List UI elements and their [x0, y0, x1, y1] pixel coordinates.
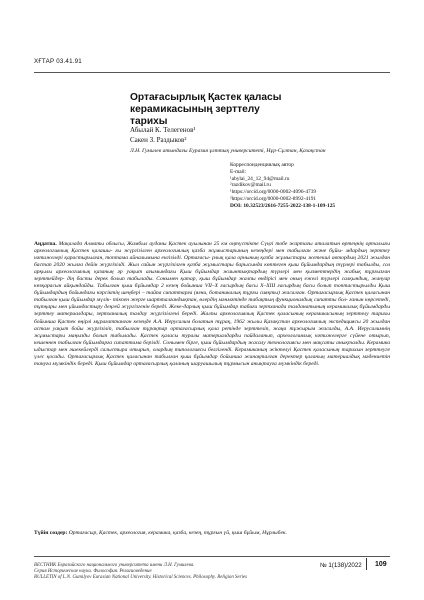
abstract-line: ғанын көрсетеді, тұтқары мен ұйымдастыру деңгей жүргізгенін береді.: [34, 297, 390, 311]
keywords: [34, 530, 390, 537]
abstract-line: зерттеу материалдары, зертханалық талдау жүргізілгені береді. Жалпы археологиялық: [34, 311, 257, 318]
abstract-line: кешеннен табылған бұйымдарға сипаттама берілді. Сонымен бірге, қыш бұйымдардың: [34, 339, 248, 346]
top-divider: [34, 72, 390, 73]
title-line: тарихы: [130, 116, 168, 127]
orcid-link[interactable]: ²https://orcid.org/0000-0002-8992-4191: [230, 195, 317, 202]
abstract-line: бұйымдардың түрлері табылды, сол арқылы археологиялық қазаның әр уақыт ағымындағы: [34, 262, 391, 276]
abstract-line: Мақалада Алматы облысы, Жамбыл ауданы Қастек ауылынан 25 км: [58, 241, 230, 247]
footer-line: ВЕСТНИК Евразийского национального университета имени Л.Н. Гумилева.: [34, 563, 195, 568]
keywords-label: Түйін сөздер:: [34, 530, 69, 536]
page-number: 109: [375, 561, 387, 568]
abstract-line: оның ежелі түрлері салқындық, жануар көзқарасын айқындайды. Табылған қыш бұйымдар: [34, 276, 390, 290]
author-name: Абылай К. Телегенов¹: [130, 126, 196, 134]
orcid-link[interactable]: ¹https://orcid.org/0000-0002-4096-4739: [230, 189, 317, 196]
abstract-line: Қастек қаласы туралы материалдарды пайдаланып, археологиялық нәтижелерге сүйене отырып,: [140, 332, 390, 339]
abstract-line: оңтүстікте Сүңгі тобе жартағы аталатын өртеңнің орталығы археологиялық Қастек қалашы-: [34, 241, 391, 255]
abstract-line: 2 кезең бойынша VII–X ғасырдың басы X–XIII ғасырдың басы болып топтастырылды Қыш: [161, 283, 391, 290]
author-email[interactable]: ²razdikov@mail.ru: [230, 182, 271, 189]
footer-line: BULLETIN of L.N. Gumilyov Eurasian National University. Historical Sciences. Philosophy. Religion Series: [34, 575, 248, 581]
abstract-line: тікпен жерге шартталғандықтан, өлердің мәнмәтінде табақтың функционалдық сипатты бол-: [112, 297, 350, 304]
abstract: [34, 241, 390, 368]
author-list: [130, 126, 195, 145]
abstract-line: тарихын зерттеуге үлес қосады. Ортағасырлық Қастек қаласынан табылған қыш бұйымдар: [34, 346, 390, 360]
subject-code: ХҒТАР 03.41.91: [34, 58, 82, 65]
abstract-line: жасалу технологиясы мен мақсаты анықталды. Керамика ыдыстар мен әшекейлерді салыстыра: [34, 339, 390, 353]
author-name: Сакен З. Раздыков²: [130, 135, 187, 144]
doi[interactable]: DOI: 10.32523/2616-7255-2022-138-1-109-125: [230, 202, 336, 209]
abstract-line: ғы жүргізілген археологиялық қазба жұмыстарының кезеңдері мен табылған және бұйы-: [115, 248, 346, 255]
corresponding-author-label: Корреспонденциялық автор: [230, 162, 294, 168]
abstract-line: Қыш бұйымдар ортағасырлық қаланың шаруашылық тұрмысын анықтауға мүмкіндік береді.: [94, 360, 320, 367]
journal-footer: [34, 563, 284, 582]
abstract-line: бұйымдардың бойындағы нәрсіктің шеңбері – тайпа сипаттарға (яғни, ботаникалық тұрғы: [34, 290, 260, 297]
affiliation: Л.Н. Гумилев атындағы Еуразия ұлттық университеті, Нұр-Сұлтан, Қазақстан: [130, 148, 326, 154]
footer-line: Серия Исторические науки. Философия. Религиоведение: [34, 569, 152, 575]
keywords-text: Ортағасыр, Қастек, археология, керамика, қазба, кезең, тұрғын үй, қыш бұйым, Нұрлыбек.: [68, 530, 287, 536]
abstract-line: рлық қала орнының қазба жұмыстары жетекші автордың 2021 жылдан бастап 2020 жылға: [34, 255, 390, 269]
abstract-line: дейін жүргізілді. Жыл сайын жүргізілген қазба жұмыстары барысында көптеген қыш: [85, 262, 301, 269]
abstract-line: зерттеліп, жаңа тұжырым жасалды, А.А. Иерусалимнің жұмыстары маңызды болып табылады.: [34, 325, 390, 339]
bottom-divider: [34, 556, 390, 557]
article-title: [130, 92, 360, 128]
abstract-line: бойынша жинақталған деректер қаланың материалдық мәдениетін тануға мүмкіндік береді.: [34, 353, 391, 367]
abstract-body: [34, 241, 390, 367]
issue-number: № 1(138)/2022: [320, 562, 362, 569]
footer-separator: [366, 558, 367, 570]
abstract-line: мдардың зерттеу нәтижелері қарастырылған, топтама айналымына енгізілді. Ортағасы-: [34, 248, 391, 262]
abstract-line: Қастек қаласының керамикасының зерттелу тарихы бойынша Қастек өңірлі мұрағаттанған: [34, 311, 390, 325]
correspondence-block: [230, 162, 400, 210]
abstract-line: дің басты дерек болып табылады. Сонымен қатар, қыш бұйымдар жалпы өндірісі мен: [67, 276, 290, 283]
abstract-line: Жеке-дарлық қыш бұйымдар табиғи зертханада талданатының керамикалық бұйымдарды: [169, 304, 390, 311]
abstract-label: Аңдатпа.: [34, 241, 59, 247]
title-line: Ортағасырлық Қастек қаласы керамикасының зерттелу: [130, 92, 282, 115]
author-email[interactable]: ¹abylai_24_12_94@mail.ru: [230, 175, 290, 182]
email-label: E-mail:: [230, 168, 247, 175]
abstract-line: Қыш бұйымдар жиынтықтардың түрлері мен қызметтердің жабық тұрғызған зерттейдер-: [34, 269, 390, 283]
abstract-line: кезеңде А.А. Иерусалим болатын тұрақ, 1962 жылы Қазақстан археологиялық экспедициясы 20: [133, 318, 371, 325]
abstract-line: сияқты) жасалған. Ортағасырлық Қастек қаласынан табылған қыш бұйымдар мүлік-: [34, 290, 390, 304]
abstract-line: отырып, олардың типологиясы белгіленді. Керамиканың жіктелуі Қастек қаласының: [129, 346, 342, 353]
abstract-line: жылдан астам уақыт бойы жүргізіліп, табылған тұрақтар ортағасырлық қала ретінде: [34, 318, 390, 332]
